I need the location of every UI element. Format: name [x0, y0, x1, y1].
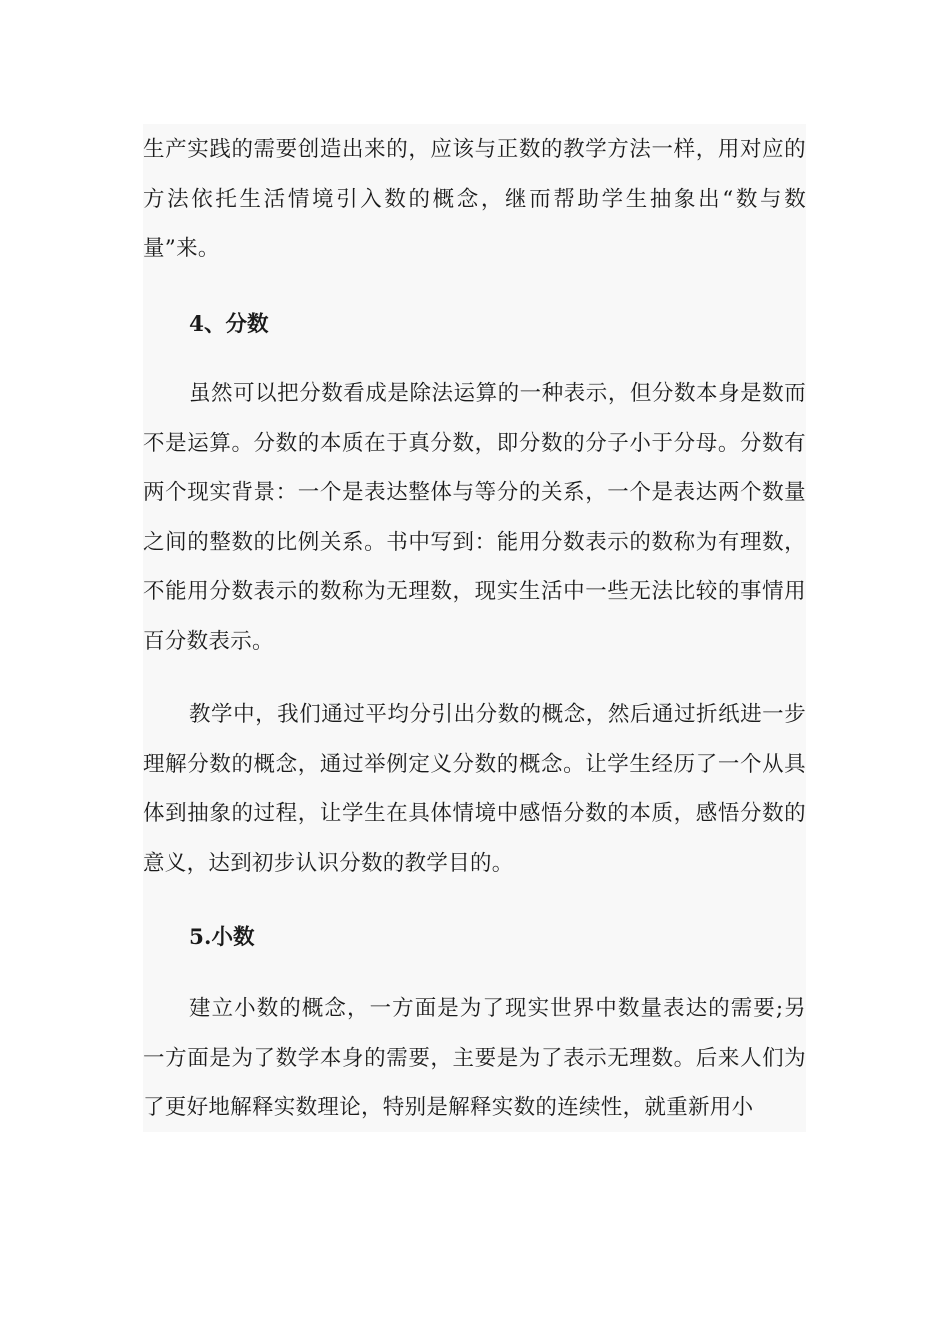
paragraph-fractions-teaching: 教学中，我们通过平均分引出分数的概念，然后通过折纸进一步理解分数的概念，通过举例定义分数的概念。让学生经历了一个从具体到抽象的过程，让学生在具体情境中感悟分数的本质，感悟分数的意义，达到初步认识分数的教学目的。 [143, 702, 806, 876]
paragraph-fractions-intro: 虽然可以把分数看成是除法运算的一种表示，但分数本身是数而不是运算。分数的本质在于真分数，即分数的分子小于分母。分数有两个现实背景：一个是表达整体与等分的关系，一个是表达两个数量之间的整数的比例关系。书中写到：能用分数表示的数称为有理数，不能用分数表示的数称为无理数，现实生活中一些无法比较的事情用百分数表示。 [143, 381, 806, 654]
paragraph-decimals-intro: 建立小数的概念，一方面是为了现实世界中数量表达的需要;另一方面是为了数学本身的需要，主要是为了表示无理数。后来人们为了更好地解释实数理论，特别是解释实数的连续性，就重新用小 [143, 996, 806, 1120]
paragraph-continued: 生产实践的需要创造出来的，应该与正数的教学方法一样，用对应的方法依托生活情境引入数的概念，继而帮助学生抽象出“数与数量”来。 [143, 137, 806, 261]
section-heading-fractions: 4、分数 [189, 312, 269, 337]
section-heading-decimals: 5.小数 [189, 925, 255, 950]
document-text-block [143, 124, 806, 1132]
